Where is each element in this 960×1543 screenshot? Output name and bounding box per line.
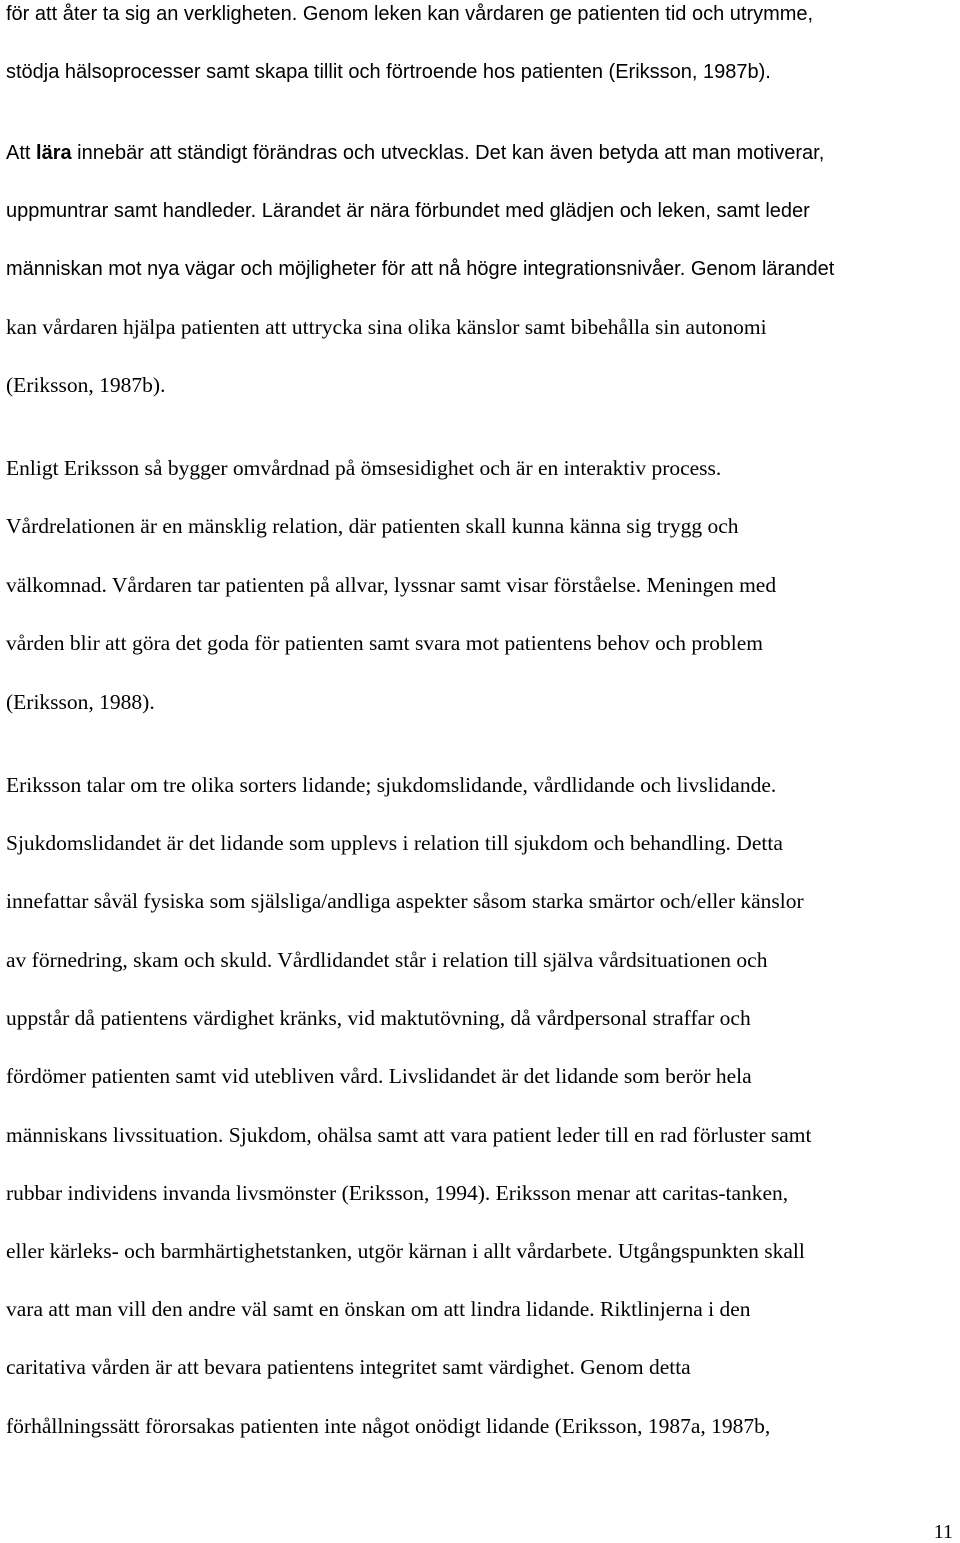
- text-line: fördömer patienten samt vid utebliven vård. Livslidandet är det lidande som berör hela: [6, 1064, 752, 1088]
- text-line: Vårdrelationen är en mänsklig relation, där patienten skall kunna känna sig trygg och: [6, 514, 739, 538]
- text-line: (Eriksson, 1988).: [6, 690, 155, 714]
- text-line: [6, 139, 824, 167]
- text-line: förhållningssätt förorsakas patienten inte något onödigt lidande (Eriksson, 1987a, 1987b,: [6, 1414, 771, 1438]
- text-run: innebär att ständigt förändras och utvecklas. Det kan även betyda att man motiverar,: [71, 142, 825, 164]
- text-line: kan vårdaren hjälpa patienten att uttrycka sina olika känslor samt bibehålla sin autonomi: [6, 315, 767, 339]
- text-run: uppmuntrar samt handleder.: [6, 200, 257, 222]
- text-line: vården blir att göra det goda för patienten samt svara mot patientens behov och problem: [6, 631, 764, 655]
- text-line: [6, 255, 834, 283]
- text-line: innefattar såväl fysiska som själsliga/andliga aspekter såsom starka smärtor och/eller känslor: [6, 889, 804, 913]
- text-line: [6, 197, 810, 225]
- text-line: eller kärleks- och barmhärtighetstanken, utgör kärnan i allt vårdarbete. Utgångspunkten skall: [6, 1239, 805, 1263]
- text-line: av förnedring, skam och skuld. Vårdlidandet står i relation till själva vårdsituationen och: [6, 948, 768, 972]
- text-run: Att: [6, 142, 37, 164]
- text-run: Lärandet är nära förbundet med glädjen och leken, samt leder: [256, 200, 810, 222]
- text-line: rubbar individens invanda livsmönster (Eriksson, 1994). Eriksson menar att caritas-tanken,: [6, 1181, 789, 1205]
- text-line: människans livssituation. Sjukdom, ohälsa samt att vara patient leder till en rad förluster samt: [6, 1123, 812, 1147]
- text-line: caritativa vården är att bevara patientens integritet samt värdighet. Genom detta: [6, 1355, 691, 1379]
- text-line: Sjukdomslidandet är det lidande som upplevs i relation till sjukdom och behandling. Detta: [6, 831, 783, 855]
- text-line: Enligt Eriksson så bygger omvårdnad på ömsesidighet och är en interaktiv process.: [6, 456, 722, 480]
- text-line: för att åter ta sig an verkligheten. Genom leken kan vårdaren ge patienten tid och utrymme,: [6, 3, 814, 25]
- text-line: stödja hälsoprocesser samt skapa tillit och förtroende hos patienten (Eriksson, 1987b).: [6, 61, 771, 83]
- page-number: 11: [933, 1521, 953, 1543]
- text-run: människan mot nya vägar och möjligheter för att nå högre integrationsnivåer.: [6, 258, 686, 280]
- text-line: vara att man vill den andre väl samt en önskan om att lindra lidande. Riktlinjerna i den: [6, 1297, 751, 1321]
- text-line: välkomnad. Vårdaren tar patienten på allvar, lyssnar samt visar förståelse. Meningen med: [6, 573, 777, 597]
- text-line: (Eriksson, 1987b).: [6, 373, 166, 397]
- text-line: Eriksson talar om tre olika sorters lidande; sjukdomslidande, vårdlidande och livslidande.: [6, 773, 777, 797]
- text-line: uppstår då patientens värdighet kränks, vid maktutövning, då vårdpersonal straffar och: [6, 1006, 751, 1030]
- emphasized-term: lära: [36, 142, 72, 164]
- text-run: Genom lärandet: [685, 258, 835, 280]
